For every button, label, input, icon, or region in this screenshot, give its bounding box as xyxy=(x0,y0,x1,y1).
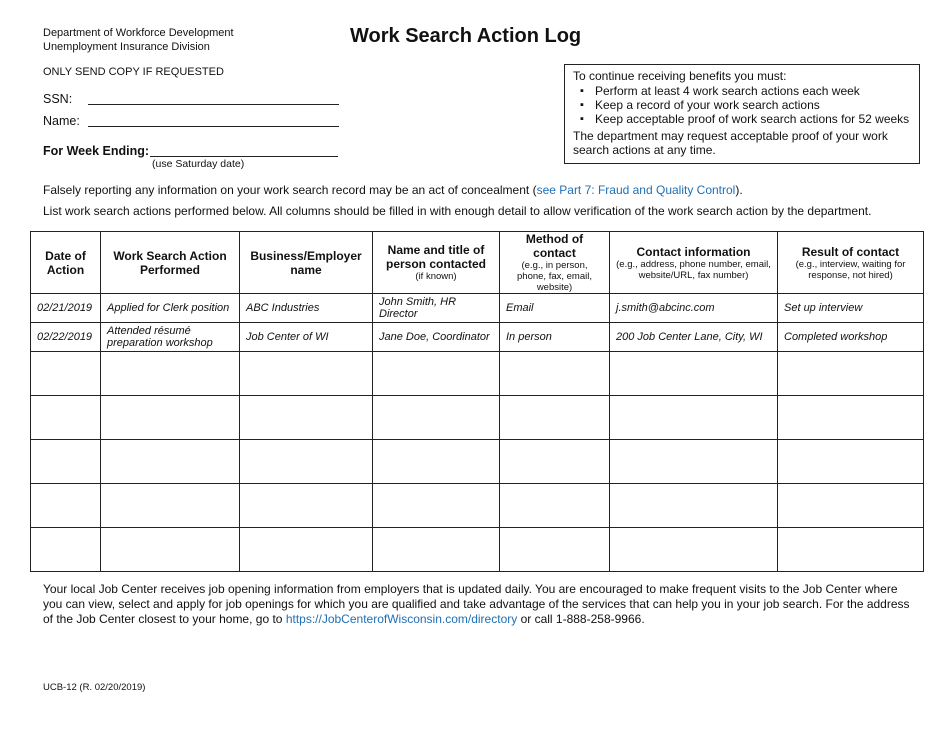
requirements-list xyxy=(573,84,911,126)
column-header: Work Search Action Performed xyxy=(101,232,240,294)
table-cell[interactable] xyxy=(101,396,240,440)
table-cell[interactable]: Job Center of WI xyxy=(240,323,373,352)
table-cell[interactable] xyxy=(500,484,610,528)
table-cell[interactable] xyxy=(240,352,373,396)
table-cell[interactable] xyxy=(31,396,101,440)
column-header: Date of Action xyxy=(31,232,101,294)
table-row xyxy=(31,484,924,528)
fraud-notice xyxy=(43,183,743,197)
copy-notice: ONLY SEND COPY IF REQUESTED xyxy=(43,66,224,78)
table-cell[interactable]: Completed workshop xyxy=(778,323,924,352)
table-cell[interactable] xyxy=(240,396,373,440)
table-cell[interactable]: John Smith, HR Director xyxy=(373,294,500,323)
table-cell[interactable]: Jane Doe, Coordinator xyxy=(373,323,500,352)
table-row xyxy=(31,396,924,440)
job-center-text: Your local Job Center receives job opening information from employers that is updated daily. You are encouraged to make frequent visits to the Job Center where you can view, select and apply for job openings for which you are qualified and take advantage of the services that can help you in your job search. For the address of the Job Center closest to your home, go to xyxy=(43,582,910,626)
table-row xyxy=(31,352,924,396)
table-cell[interactable] xyxy=(101,484,240,528)
requirement-item: ▪ Keep acceptable proof of work search actions for 52 weeks xyxy=(595,112,911,126)
table-cell[interactable] xyxy=(500,528,610,572)
table-cell[interactable] xyxy=(31,484,101,528)
table-cell[interactable]: ABC Industries xyxy=(240,294,373,323)
requirement-item: ▪ Keep a record of your work search actions xyxy=(595,98,911,112)
table-cell[interactable] xyxy=(500,440,610,484)
table-cell[interactable] xyxy=(373,396,500,440)
job-center-info xyxy=(43,582,913,627)
week-ending-label: For Week Ending: xyxy=(43,144,150,158)
fraud-notice-text: Falsely reporting any information on your work search record may be an act of concealment ( xyxy=(43,183,537,197)
table-cell[interactable] xyxy=(31,352,101,396)
table-cell[interactable] xyxy=(778,440,924,484)
agency-division: Unemployment Insurance Division xyxy=(43,41,210,53)
table-cell[interactable] xyxy=(101,440,240,484)
table-cell[interactable] xyxy=(373,484,500,528)
requirements-note: The department may request acceptable proof of your work search actions at any time. xyxy=(573,129,888,157)
agency-department: Department of Workforce Development xyxy=(43,27,234,39)
week-ending-hint: (use Saturday date) xyxy=(152,158,245,170)
table-cell[interactable]: 200 Job Center Lane, City, WI xyxy=(610,323,778,352)
ssn-label: SSN: xyxy=(43,92,73,106)
table-cell[interactable] xyxy=(610,440,778,484)
table-cell[interactable] xyxy=(31,440,101,484)
table-cell[interactable] xyxy=(373,440,500,484)
table-cell[interactable] xyxy=(500,396,610,440)
table-cell[interactable] xyxy=(500,352,610,396)
requirements-box xyxy=(564,64,920,164)
table-cell[interactable] xyxy=(610,484,778,528)
table-row xyxy=(31,440,924,484)
table-cell[interactable] xyxy=(610,396,778,440)
column-header: Name and title of person contacted (if known) xyxy=(373,232,500,294)
form-code: UCB-12 (R. 02/20/2019) xyxy=(43,682,146,693)
table-cell[interactable] xyxy=(240,440,373,484)
agency-block xyxy=(43,26,234,54)
table-header-row xyxy=(31,232,924,294)
week-ending-field[interactable] xyxy=(150,156,338,157)
column-header: Method of contact (e.g., in person, phone, fax, email, website) xyxy=(500,232,610,294)
page-title: Work Search Action Log xyxy=(350,25,582,47)
column-header: Contact information (e.g., address, phone number, email, website/URL, fax number) xyxy=(610,232,778,294)
ssn-field[interactable] xyxy=(88,104,339,105)
table-cell[interactable]: 02/21/2019 xyxy=(31,294,101,323)
table-cell[interactable]: Set up interview xyxy=(778,294,924,323)
table-cell[interactable]: In person xyxy=(500,323,610,352)
table-cell[interactable] xyxy=(101,528,240,572)
fraud-policy-link[interactable]: see Part 7: Fraud and Quality Control xyxy=(536,183,736,197)
table-cell[interactable] xyxy=(31,528,101,572)
table-cell[interactable] xyxy=(373,352,500,396)
table-cell[interactable]: Applied for Clerk position xyxy=(101,294,240,323)
table-cell[interactable] xyxy=(240,484,373,528)
table-cell[interactable] xyxy=(610,352,778,396)
table-row xyxy=(31,294,924,323)
table-cell[interactable]: j.smith@abcinc.com xyxy=(610,294,778,323)
table-cell[interactable] xyxy=(778,396,924,440)
requirement-item: ▪ Perform at least 4 work search actions each week xyxy=(595,84,911,98)
instructions-text: List work search actions performed below. All columns should be filled in with enough detail to allow verification of the work search action by the department. xyxy=(43,204,872,218)
name-label: Name: xyxy=(43,114,80,128)
fraud-notice-end: ). xyxy=(735,183,743,197)
table-cell[interactable] xyxy=(778,484,924,528)
table-cell[interactable] xyxy=(778,528,924,572)
table-cell[interactable] xyxy=(373,528,500,572)
job-center-directory-link[interactable]: https://JobCenterofWisconsin.com/directory xyxy=(285,612,518,626)
job-center-phone-text: or call 1-888-258-9966. xyxy=(517,612,645,626)
requirements-intro: To continue receiving benefits you must: xyxy=(573,69,787,83)
table-cell[interactable]: Email xyxy=(500,294,610,323)
table-row xyxy=(31,528,924,572)
column-header: Result of contact (e.g., interview, waiting for response, not hired) xyxy=(778,232,924,294)
table-cell[interactable] xyxy=(778,352,924,396)
table-cell[interactable] xyxy=(610,528,778,572)
table-cell[interactable]: Attended résumé preparation workshop xyxy=(101,323,240,352)
column-header: Business/Employer name xyxy=(240,232,373,294)
table-cell[interactable] xyxy=(240,528,373,572)
table-row xyxy=(31,323,924,352)
name-field[interactable] xyxy=(88,126,339,127)
table-cell[interactable] xyxy=(101,352,240,396)
work-search-table xyxy=(30,231,924,572)
table-cell[interactable]: 02/22/2019 xyxy=(31,323,101,352)
